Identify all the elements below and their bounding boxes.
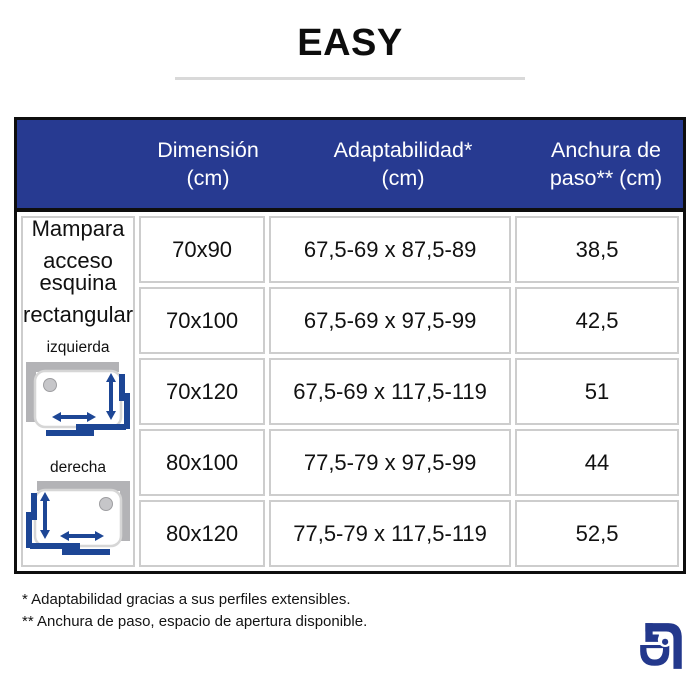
- dimension-value: 80x120: [139, 500, 265, 567]
- dimension-value: 70x100: [139, 287, 265, 354]
- variant-label-left: izquierda: [46, 339, 110, 356]
- product-label-cell: [21, 216, 135, 567]
- table-row: [21, 216, 679, 283]
- adaptability-value: 67,5-69 x 117,5-119: [269, 358, 511, 425]
- dimension-value: 80x100: [139, 429, 265, 496]
- dimension-value: 70x90: [139, 216, 265, 283]
- adaptability-value: 77,5-79 x 97,5-99: [269, 429, 511, 496]
- shower-tray-corner-access-right-diagram: [23, 481, 133, 565]
- product-label: acceso esquina: [39, 248, 117, 295]
- passage-width-value: 44: [515, 429, 679, 496]
- product-label: Mampara: [31, 216, 125, 241]
- header-cell-passage-width: Anchura de paso** (cm): [549, 137, 663, 190]
- title-underline: [175, 77, 525, 80]
- adaptability-value: 77,5-79 x 117,5-119: [269, 500, 511, 567]
- variant-label-right: derecha: [50, 458, 107, 476]
- header-cell-dimension: Dimensión (cm): [157, 137, 259, 190]
- adaptability-value: 67,5-69 x 97,5-99: [269, 287, 511, 354]
- spec-table-body: [17, 212, 683, 571]
- passage-width-value: 52,5: [515, 500, 679, 567]
- brand-logo: [636, 620, 688, 672]
- passage-width-value: 38,5: [515, 216, 679, 283]
- footnotes: [22, 589, 700, 633]
- header-cell-adaptability: Adaptabilidad* (cm): [333, 137, 473, 190]
- dimension-value: 70x120: [139, 358, 265, 425]
- shower-tray-corner-access-left-diagram: [23, 362, 133, 446]
- footnote-passage-width: ** Anchura de paso, espacio de apertura disponible.: [22, 612, 368, 630]
- spec-table: [14, 117, 686, 574]
- footnote-adaptability: * Adaptabilidad gracias a sus perfiles extensibles.: [22, 591, 351, 608]
- passage-width-value: 42,5: [515, 287, 679, 354]
- adaptability-value: 67,5-69 x 87,5-89: [269, 216, 511, 283]
- spec-table-header: [17, 120, 683, 212]
- product-label: rectangular: [23, 302, 134, 327]
- passage-width-value: 51: [515, 358, 679, 425]
- page-title: EASY: [297, 22, 403, 64]
